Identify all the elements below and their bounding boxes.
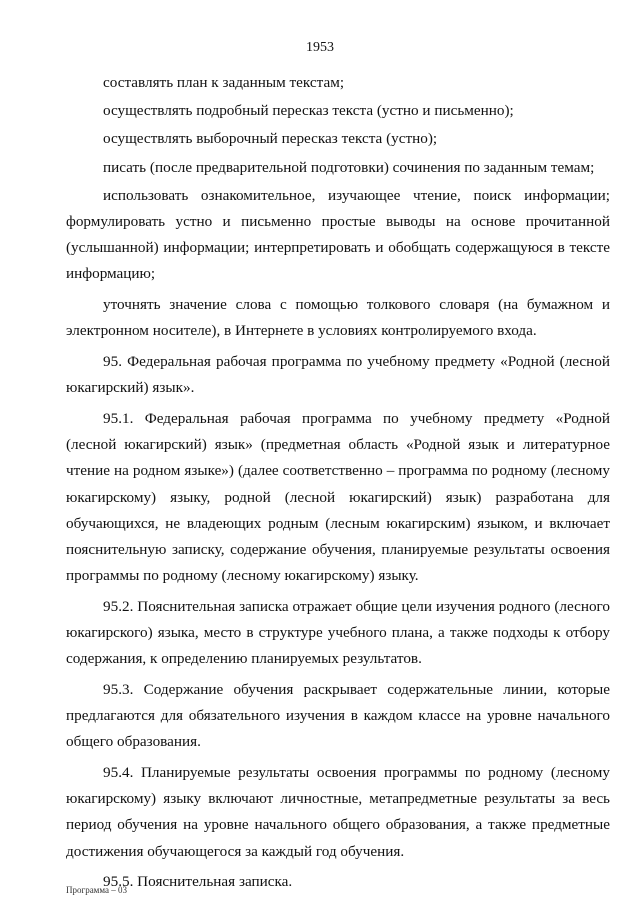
section-95-1: 95.1. Федеральная рабочая программа по учебному предмету «Родной (лесной юкагирский) язык» (предметная область «Родной язык и литературное чтение на родном языке») (далее соответственно – программа по родному (лесному юкагирскому) языку, родной (лесной юкагирский) язык) разработана для обучающихся, не владеющих родным (лесным юкагирским) языком, и включает пояснительную записку, содержание обучения, планируемые результаты освоения программы по родному (лесному юкагирскому) языку. — [66, 409, 610, 585]
section-95-5: 95.5. Пояснительная записка. — [103, 873, 293, 891]
section-95-3: 95.3. Содержание обучения раскрывает содержательные линии, которые предлагаются для обязательного изучения в каждом классе на уровне начального общего образования. — [66, 680, 610, 751]
paragraph-5: использовать ознакомительное, изучающее чтение, поиск информации; формулировать устно и письменно простые выводы на основе прочитанной (услышанной) информации; интерпретировать и обобщать содержащуюся в тексте информацию; — [66, 186, 610, 283]
section-95-4: 95.4. Планируемые результаты освоения программы по родному (лесному юкагирскому) языку включают личностные, метапредметные результаты за весь период обучения на уровне начального общего образования, а также предметные достижения обучающегося за каждый год обучения. — [66, 764, 610, 860]
paragraph-1: составлять план к заданным текстам; — [103, 74, 345, 91]
page-number: 1953 — [306, 40, 334, 55]
paragraph-4: писать (после предварительной подготовки) сочинения по заданным темам; — [103, 158, 595, 176]
section-95-heading: 95. Федеральная рабочая программа по учебному предмету «Родной (лесной юкагирский) язык». — [66, 353, 610, 397]
section-95-2: 95.2. Пояснительная записка отражает общие цели изучения родного (лесного юкагирского) языка, место в структуре учебного плана, а также подходы к отбору содержания, к определению планируемых результатов. — [66, 597, 610, 668]
paragraph-3: осуществлять выборочный пересказ текста (устно); — [103, 130, 438, 148]
paragraph-2: осуществлять подробный пересказ текста (устно и письменно); — [103, 102, 514, 120]
document-body — [66, 70, 610, 896]
page-footer: Программа – 03 — [66, 885, 128, 895]
paragraph-6: уточнять значение слова с помощью толкового словаря (на бумажном и электронном носителе), в Интернете в условиях контролируемого входа. — [66, 296, 610, 340]
